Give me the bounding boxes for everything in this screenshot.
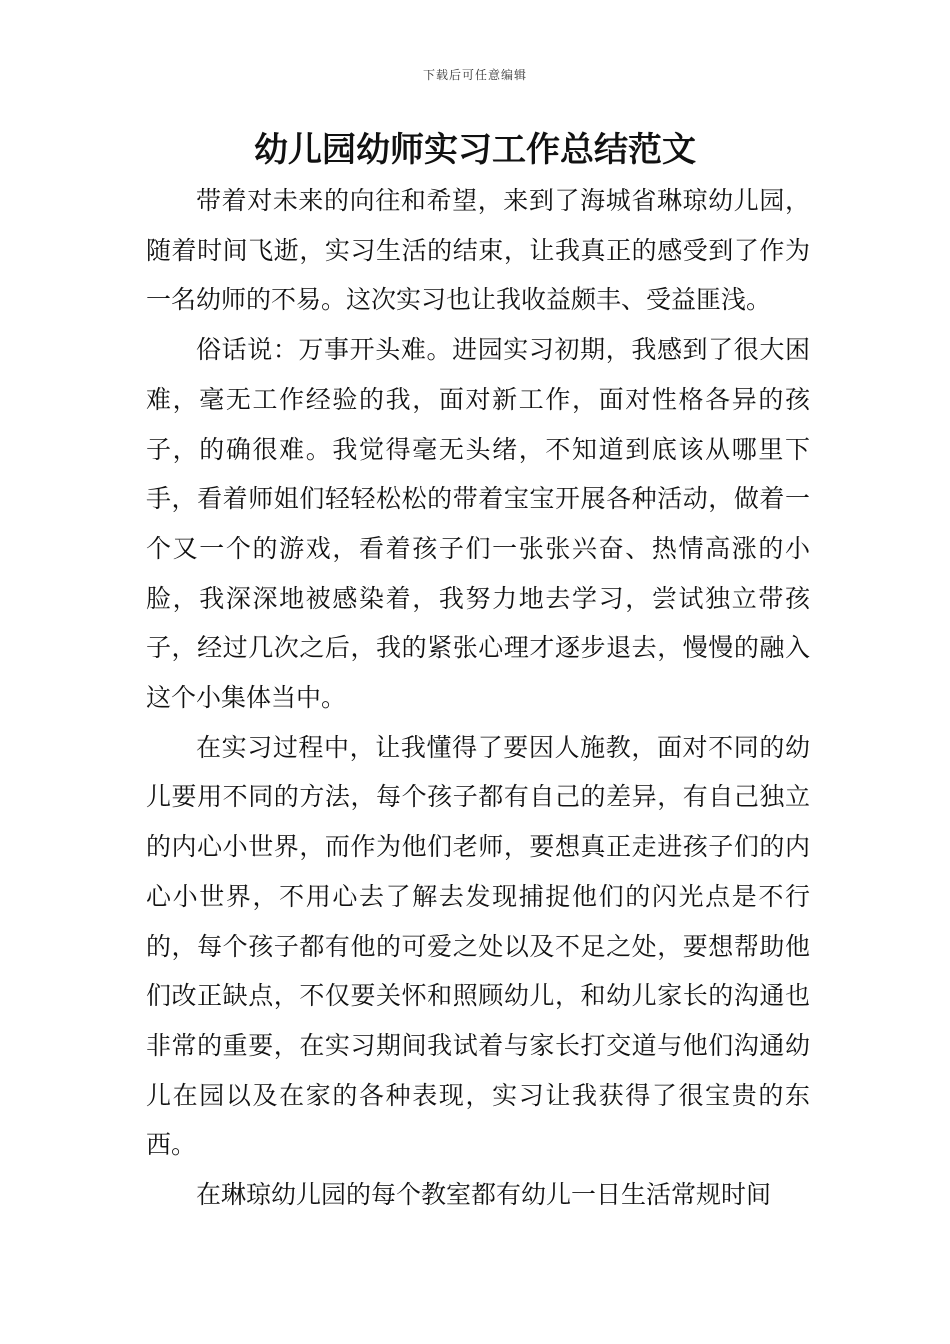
- header-note: 下载后可任意编辑: [422, 68, 527, 82]
- paragraph-2: 俗话说：万事开头难。进园实习初期，我感到了很大困难，毫无工作经验的我，面对新工作，面对性格各异的孩子，的确很难。我觉得毫无头绪，不知道到底该从哪里下手，看着师姐们轻轻松松的带着宝宝开展各种活动，做着一个又一个的游戏，看着孩子们一张张兴奋、热情高涨的小脸，我深深地被感染着，我努力地去学习，尝试独立带孩子，经过几次之后，我的紧张心理才逐步退去，慢慢的融入这个小集体当中。: [146, 335, 810, 713]
- paragraph-4: 在琳琼幼儿园的每个教室都有幼儿一日生活常规时间: [196, 1180, 772, 1210]
- document-title: 幼儿园幼师实习工作总结范文: [254, 130, 696, 170]
- document-body: [146, 176, 810, 1220]
- paragraph-3: 在实习过程中，让我懂得了要因人施教，面对不同的幼儿要用不同的方法，每个孩子都有自己的差异，有自己独立的内心小世界，而作为他们老师，要想真正走进孩子们的内心小世界，不用心去了解去发现捕捉他们的闪光点是不行的，每个孩子都有他的可爱之处以及不足之处，要想帮助他们改正缺点，不仅要关怀和照顾幼儿，和幼儿家长的沟通也非常的重要，在实习期间我试着与家长打交道与他们沟通幼儿在园以及在家的各种表现，实习让我获得了很宝贵的东西。: [146, 732, 810, 1160]
- paragraph-1: 带着对未来的向往和希望，来到了海城省琳琼幼儿园，随着时间飞逝，实习生活的结束，让我真正的感受到了作为一名幼师的不易。这次实习也让我收益颇丰、受益匪浅。: [146, 186, 810, 315]
